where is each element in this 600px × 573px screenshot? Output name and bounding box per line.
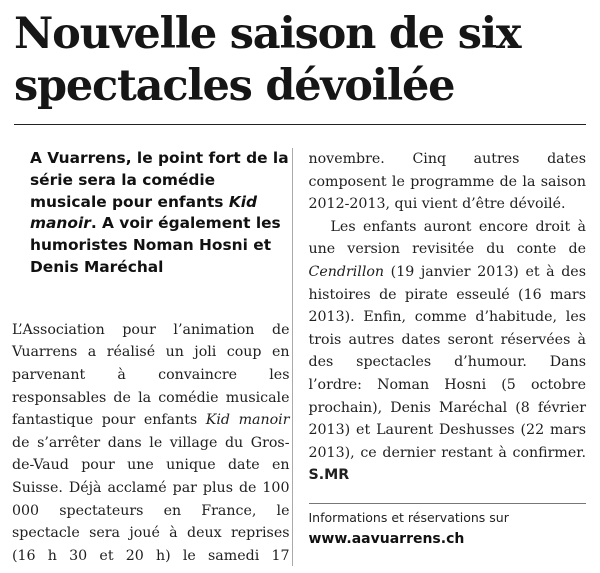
lead-show-title: Kid manoir xyxy=(30,192,258,233)
article-lead xyxy=(12,148,290,279)
body-p1-text-1: L’Association pour l’animation de Vuarrens a réalisé un joli coup en parvenant à convaincre les responsables de la comédie musicale fantastique pour enfants xyxy=(12,321,290,429)
author-signature: S.MR xyxy=(308,467,350,484)
info-website-link[interactable]: www.aavuarrens.ch xyxy=(308,530,465,547)
lead-text-1: A Vuarrens, le point fort de la série sera la comédie musicale pour enfants xyxy=(30,149,289,211)
article-headline: Nouvelle saison de six spectacles dévoilée xyxy=(14,9,521,111)
body-p2-text-2: (19 janvier 2013) et à des histoires de pirate esseulé (16 mars 2013). Enfin, comme d’habitude, les trois autres dates seront réservées à des spectacles d’humour. Dans l’ordre: Noman Hosni (5 octobre prochain), Denis Maréchal (8 février 2013) et Laurent Deshusses (22 mars 2013), ce dernier restant à confirmer. xyxy=(308,263,586,461)
article-body-flow xyxy=(12,148,586,568)
body-paragraph-2 xyxy=(309,216,587,487)
body-p1-text-2: de s’arrêter dans le village du Gros-de-Vaud pour une unique date en Suisse. Déjà acclamé par plus de 100 000 spectateurs en France, le spectacle sera joué à deux reprises (16 h 30 et 20 h) le samedi 17 novembre. Cinq autres dates composent le programme de la saison 2012-2013, qui vient d’être dévoilé. xyxy=(12,151,586,564)
body-p1-show-title: Kid manoir xyxy=(205,412,290,429)
info-rule xyxy=(309,503,587,504)
headline-rule xyxy=(14,124,586,125)
body-p2-text-1: Les enfants auront encore droit à une version revisitée du conte de xyxy=(308,218,586,258)
body-p2-show-title: Cendrillon xyxy=(308,263,385,280)
info-label: Informations et réservations sur xyxy=(308,509,509,525)
lead-text-2: . A voir également les humoristes Noman Hosni et Denis Maréchal xyxy=(30,214,281,276)
